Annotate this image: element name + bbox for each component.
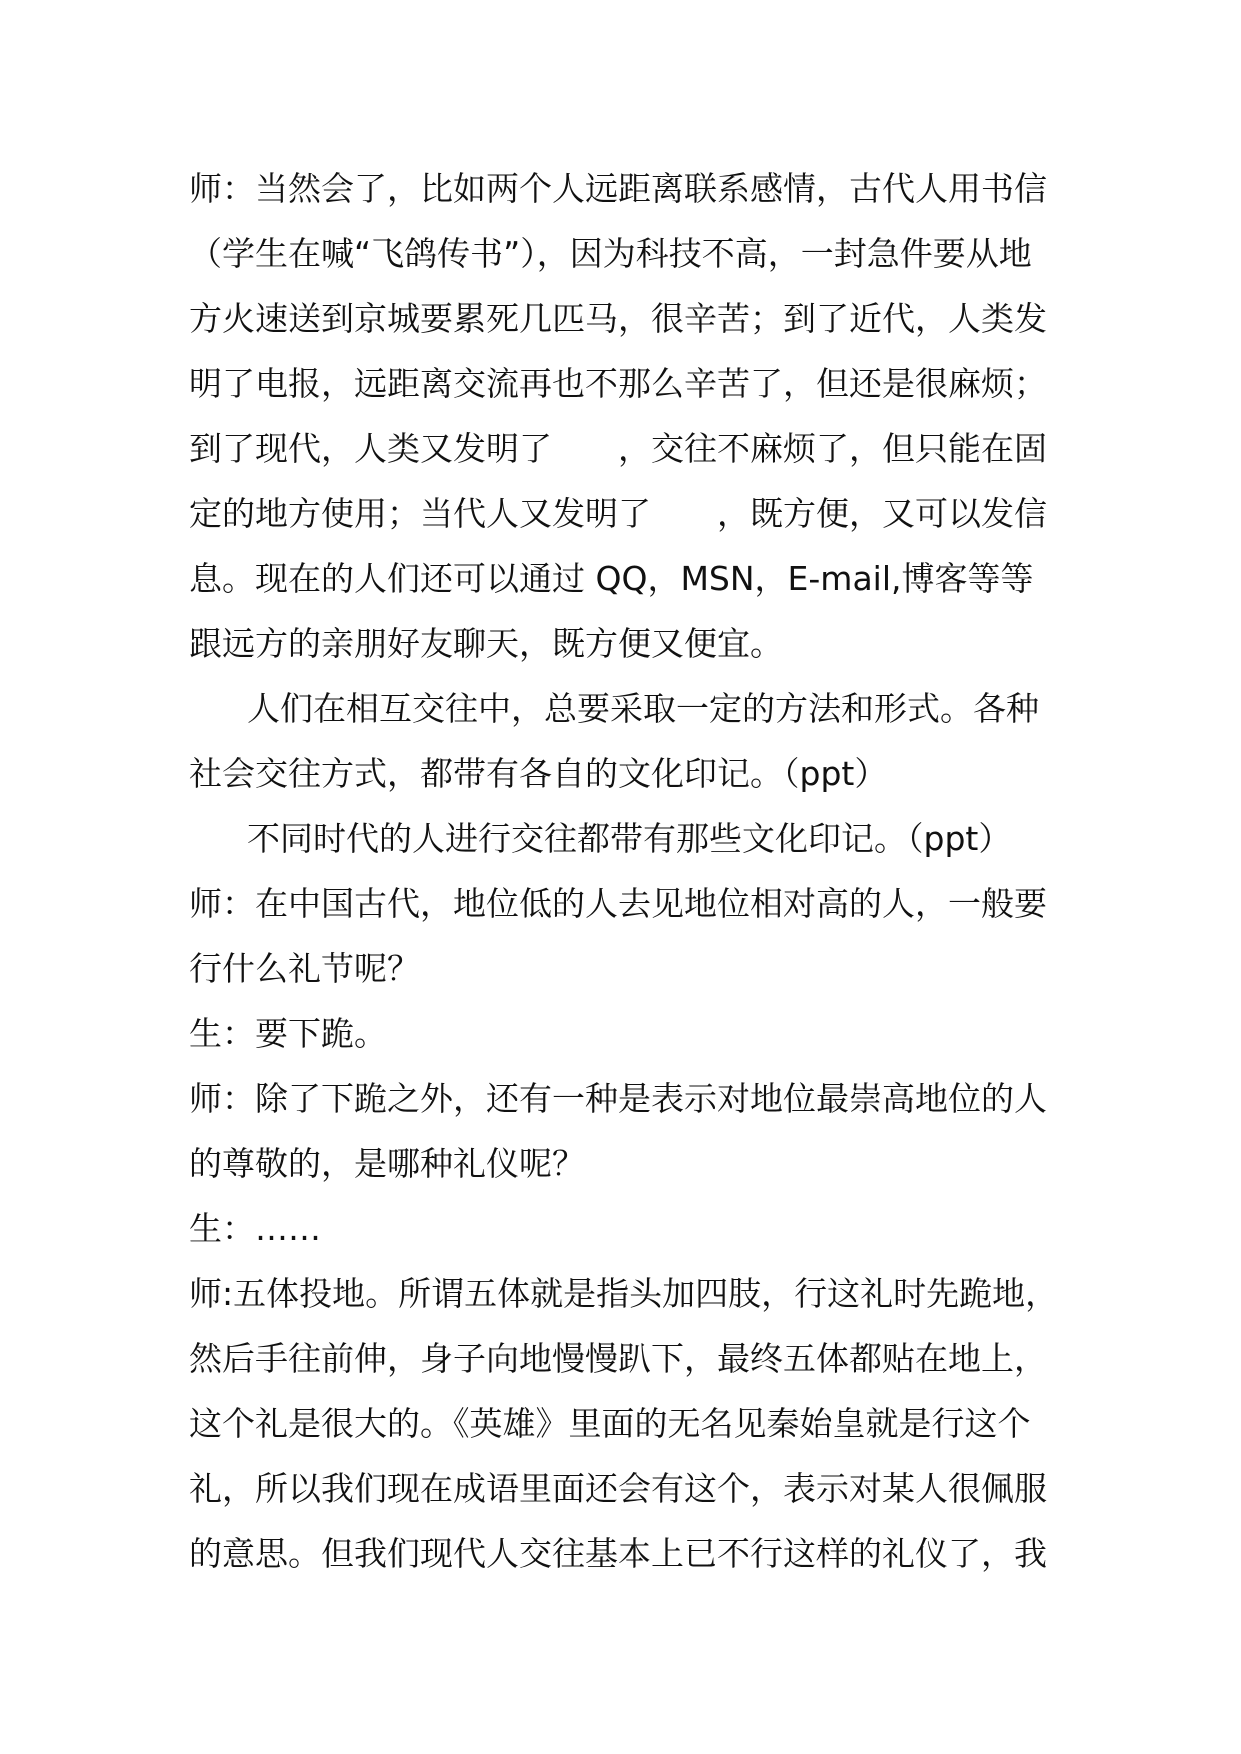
text-line: 方火速送到京城要累死几匹马，很辛苦；到了近代，人类发: [189, 299, 1047, 338]
text-line: 礼，所以我们现在成语里面还会有这个，表示对某人很佩服: [189, 1469, 1047, 1508]
text-line: 生：要下跪。: [189, 1014, 387, 1053]
text-line: 师：当然会了，比如两个人远距离联系感情，古代人用书信: [189, 169, 1047, 208]
text-line: 定的地方使用；当代人又发明了 ，既方便，又可以发信: [189, 494, 1047, 533]
text-line: 不同时代的人进行交往都带有那些文化印记。（ppt）: [247, 819, 1012, 858]
text-line: 息。现在的人们还可以通过 QQ，MSN，E-mail,博客等等: [189, 559, 1034, 598]
text-line: 明了电报，远距离交流再也不那么辛苦了，但还是很麻烦；: [189, 364, 1047, 403]
text-line: （学生在喊“飞鸽传书”），因为科技不高，一封急件要从地: [189, 234, 1032, 273]
text-line: 社会交往方式，都带有各自的文化印记。（ppt）: [189, 754, 888, 793]
text-line: 跟远方的亲朋好友聊天，既方便又便宜。: [189, 624, 783, 663]
document-body: [189, 156, 1069, 1586]
text-line: 的尊敬的，是哪种礼仪呢？: [189, 1144, 585, 1183]
text-line: 师:五体投地。所谓五体就是指头加四肢，行这礼时先跪地，: [189, 1274, 1059, 1313]
text-line: 师：在中国古代，地位低的人去见地位相对高的人，一般要: [189, 884, 1047, 923]
text-line: 然后手往前伸，身子向地慢慢趴下，最终五体都贴在地上，: [189, 1339, 1047, 1378]
text-line: 师：除了下跪之外，还有一种是表示对地位最崇高地位的人: [189, 1079, 1047, 1118]
text-line: 人们在相互交往中，总要采取一定的方法和形式。各种: [247, 689, 1039, 728]
text-line: 生：……: [189, 1209, 321, 1248]
text-line: 行什么礼节呢？: [189, 949, 420, 988]
text-line: 这个礼是很大的。《英雄》里面的无名见秦始皇就是行这个: [189, 1404, 1031, 1443]
text-line: 到了现代，人类又发明了 ，交往不麻烦了，但只能在固: [189, 429, 1047, 468]
text-line: 的意思。但我们现代人交往基本上已不行这样的礼仪了，我: [189, 1534, 1047, 1573]
